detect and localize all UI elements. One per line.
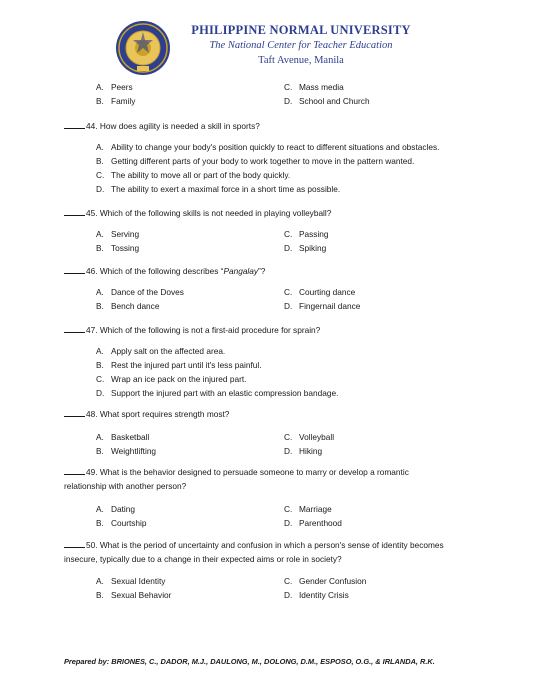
- list-item: D. Spiking: [284, 243, 327, 253]
- list-item: C. The ability to move all or part of the body quickly.: [96, 170, 291, 180]
- question-49: 49. What is the behavior designed to persuade someone to marry or develop a romantic: [64, 466, 409, 478]
- list-item: A. Dating: [96, 504, 135, 514]
- list-item: D. Parenthood: [284, 518, 342, 528]
- list-item: A. Sexual Identity: [96, 576, 166, 586]
- list-item: D. Fingernail dance: [284, 301, 361, 311]
- list-item: A. Serving: [96, 229, 140, 239]
- term-pangalay: Pangalay: [223, 266, 259, 276]
- list-item: B. Getting different parts of your body to work together to move in the pattern wanted.: [96, 156, 415, 166]
- list-item: B. Weightlifting: [96, 446, 157, 456]
- question-49-line2: relationship with another person?: [64, 481, 187, 491]
- list-item: D. School and Church: [284, 96, 370, 106]
- list-item: B. Courtship: [96, 518, 147, 528]
- list-item: C. Wrap an ice pack on the injured part.: [96, 374, 247, 384]
- answer-blank[interactable]: [64, 207, 85, 216]
- list-item: B. Tossing: [96, 243, 140, 253]
- list-item: A. Peers: [96, 82, 133, 92]
- list-item: A. Apply salt on the affected area.: [96, 346, 226, 356]
- list-item: B. Rest the injured part until it's less painful.: [96, 360, 262, 370]
- question-46: 46. Which of the following describes “Pangalay”?: [64, 265, 265, 277]
- list-item: C. Gender Confusion: [284, 576, 367, 586]
- question-44: 44. How does agility is needed a skill in sports?: [64, 120, 260, 132]
- question-47: 47. Which of the following is not a first-aid procedure for sprain?: [64, 324, 320, 336]
- answer-blank[interactable]: [64, 265, 85, 274]
- university-name: PHILIPPINE NORMAL UNIVERSITY: [191, 23, 411, 37]
- answer-blank[interactable]: [64, 466, 85, 475]
- list-item: D. Support the injured part with an elastic compression bandage.: [96, 388, 339, 398]
- university-address: Taft Avenue, Manila: [258, 55, 344, 66]
- list-item: A. Basketball: [96, 432, 150, 442]
- question-48: 48. What sport requires strength most?: [64, 408, 229, 420]
- question-50: 50. What is the period of uncertainty and confusion in which a person's sense of identity becomes: [64, 539, 444, 551]
- list-item: C. Passing: [284, 229, 329, 239]
- answer-blank[interactable]: [64, 120, 85, 129]
- list-item: C. Volleyball: [284, 432, 335, 442]
- list-item: D. The ability to exert a maximal force in a short time as possible.: [96, 184, 341, 194]
- answer-blank[interactable]: [64, 408, 85, 417]
- list-item: A. Dance of the Doves: [96, 287, 184, 297]
- list-item: D. Hiking: [284, 446, 323, 456]
- list-item: D. Identity Crisis: [284, 590, 349, 600]
- question-45: 45. Which of the following skills is not needed in playing volleyball?: [64, 207, 331, 219]
- list-item: B. Family: [96, 96, 136, 106]
- answer-blank[interactable]: [64, 539, 85, 548]
- prepared-by-footer: Prepared by: BRIONES, C., DADOR, M.J., DAULONG, M., DOLONG, D.M., ESPOSO, O.G., & IRLANDA, R.K.: [64, 657, 435, 666]
- list-item: A. Ability to change your body's position quickly to react to different situations and obstacles.: [96, 142, 440, 152]
- university-seal-icon: [115, 20, 171, 76]
- list-item: B. Bench dance: [96, 301, 160, 311]
- answer-blank[interactable]: [64, 324, 85, 333]
- university-tagline: The National Center for Teacher Education: [209, 40, 393, 51]
- letterhead: [0, 10, 540, 80]
- list-item: B. Sexual Behavior: [96, 590, 172, 600]
- list-item: C. Mass media: [284, 82, 344, 92]
- question-50-line2: insecure, typically due to a change in their expected aims or role in society?: [64, 554, 342, 564]
- list-item: C. Courting dance: [284, 287, 356, 297]
- list-item: C. Marriage: [284, 504, 332, 514]
